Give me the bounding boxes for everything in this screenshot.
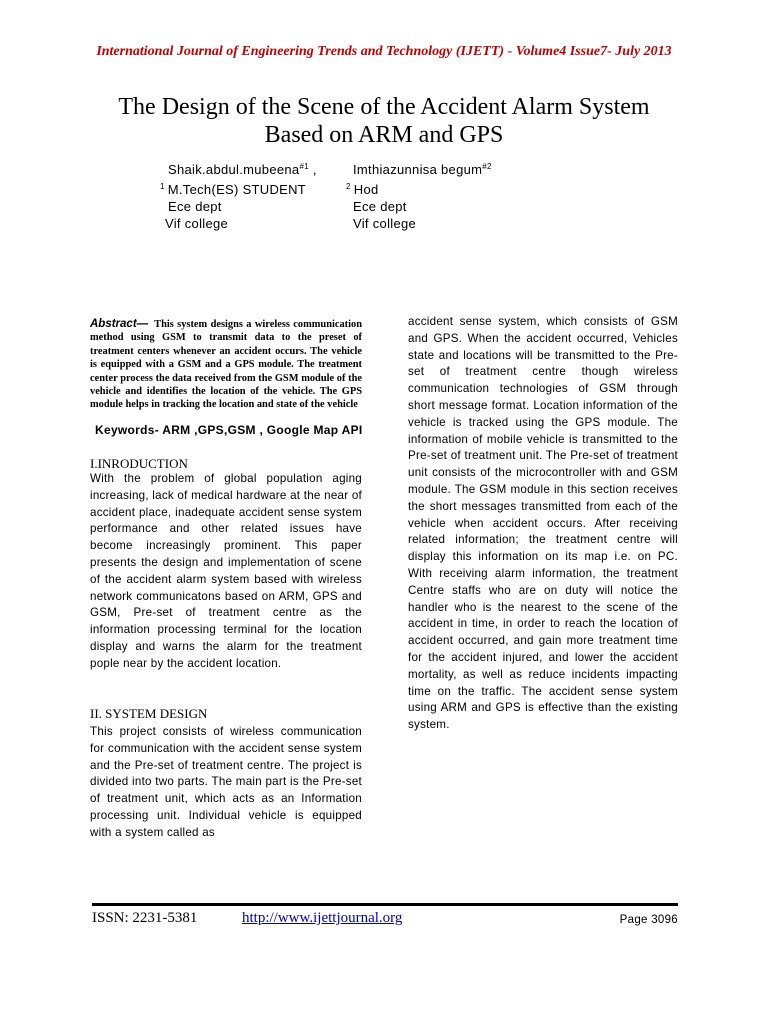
abstract-text: This system designs a wireless communication method using GSM to transmit data to the preset of treatment centers whenever an accident occurs. The vehicle is equipped with a GSM and a GPS module. The treatment center process the data received from the GSM module of the vehicle and identifies the location of the vehicle. The GPS module helps in tracking the location and state of the vehicle xyxy=(90,319,362,411)
footer-issn: ISSN: 2231-5381 xyxy=(92,910,198,926)
system-design-text: This project consists of wireless communication for communication with the accident sense system and the Pre-set of treatment centre. The project is divided into two parts. The main part is the Pre-set of treatment unit, which acts as an Information processing unit. Individual vehicle is equipped with a system called as xyxy=(90,725,362,839)
author-1-dept: Ece dept xyxy=(168,199,222,214)
author-1-name: Shaik.abdul.mubeena xyxy=(168,162,300,177)
author-2-mark: #2 xyxy=(482,162,492,171)
author-2-name: Imthiazunnisa begum xyxy=(353,162,483,177)
author-2-college: Vif college xyxy=(353,216,417,231)
author-2 xyxy=(346,158,492,232)
paper-title xyxy=(40,93,728,149)
author-1 xyxy=(160,158,317,232)
system-design-heading: II. SYSTEM DESIGN xyxy=(90,706,208,721)
right-column-text: accident sense system, which consists of GSM and GPS. When the accident occurred, Vehicles state and locations will be transmitted to the Pre-set of treatment centre though wireless communication technologies of GSM through short message format. Location information of the vehicle is tracked using the GPS module. The information of mobile vehicle is transmitted to the Pre-set of treatment unit. The Pre-set of treatment unit consists of the microcontroller with and GSM module. The GSM module in this section receives the short messages transmitted from each of the vehicle when accident occurs. After receiving related information; the treatment centre will display this information on its map i.e. on PC. With receiving alarm information, the treatment Centre staffs who are on duty will notice the handler who is the nearest to the scene of the accident in time, in order to reach the location of accident occurred, and gain more treatment time for the accident injured, and lower the accident mortality, as well as reduce incidents impacting time on the traffic. The accident sense system using ARM and GPS is effective than the existing system. xyxy=(408,315,678,732)
author-1-college: Vif college xyxy=(165,216,229,231)
author-2-affil-num: 2 xyxy=(346,182,351,191)
footer-url-link[interactable]: http://www.ijettjournal.org xyxy=(242,910,403,926)
title-line-1: The Design of the Scene of the Accident Alarm System xyxy=(118,94,650,120)
abstract xyxy=(90,318,362,412)
journal-header: International Journal of Engineering Trends and Technology (IJETT) - Volume4 Issue7- July 2013 xyxy=(96,44,672,59)
footer-page-number: Page 3096 xyxy=(619,914,678,926)
title-line-2: Based on ARM and GPS xyxy=(264,122,504,148)
keywords: Keywords- ARM ,GPS,GSM , Google Map API xyxy=(95,423,363,437)
author-1-affil-num: 1 xyxy=(160,182,165,191)
author-2-role: Hod xyxy=(353,182,379,197)
author-1-trail: , xyxy=(308,162,317,177)
abstract-label: Abstract— xyxy=(90,318,149,330)
intro-text: With the problem of global population aging increasing, lack of medical hardware at the near of accident place, inadequate accident sense system performance and other related issues have become increasingly prominent. This paper presents the design and implementation of scene of the accident alarm system based with wireless network communicatons based on ARM, GPS and GSM, Pre-set of treatment centre as the information processing terminal for the location display and warns the alarm for the treatment pople near by the accident location. xyxy=(90,472,362,670)
author-2-dept: Ece dept xyxy=(353,199,407,214)
author-1-role: M.Tech(ES) STUDENT xyxy=(167,182,307,197)
intro-heading: I.INRODUCTION xyxy=(90,456,188,471)
author-1-mark: #1 xyxy=(299,162,309,171)
footer-rule xyxy=(92,903,678,906)
